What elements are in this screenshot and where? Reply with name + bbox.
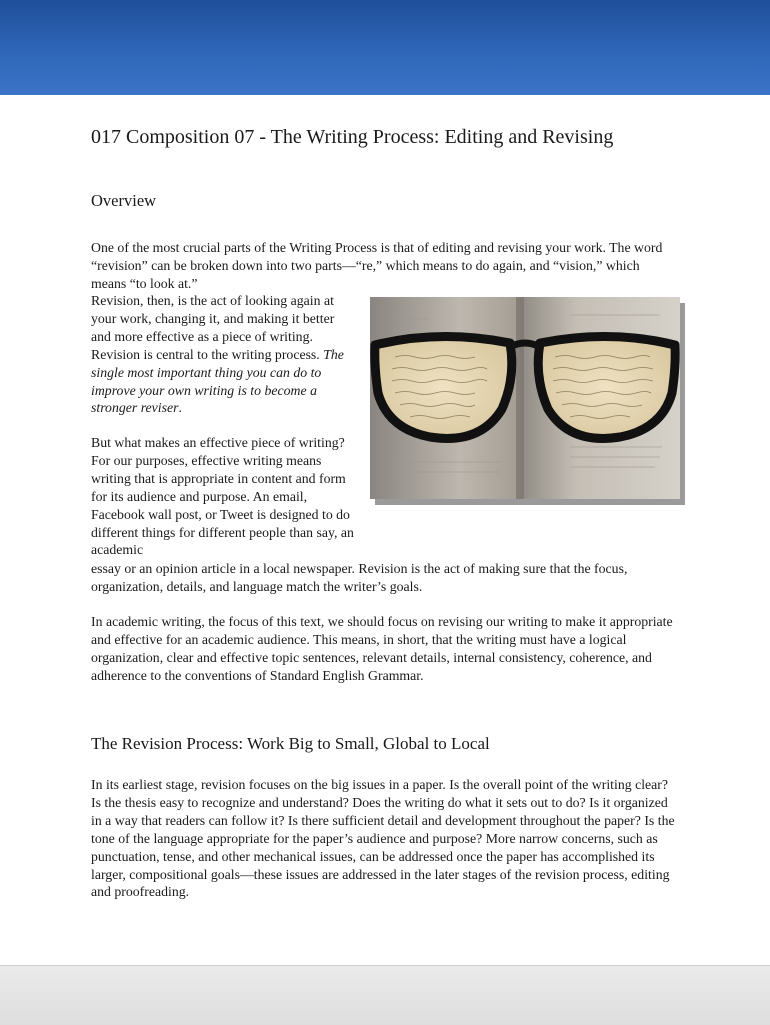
revision-paragraph <box>91 292 356 417</box>
effective-writing-paragraph: But what makes an effective piece of writing? For our purposes, effective writing means writing that is appropriate in content and form for its audience and purpose. An email, Facebook wall post, or Tweet is designed to do different things for different people than say, an academic <box>91 435 354 558</box>
glasses-on-book-photo <box>370 297 680 499</box>
effective-writing-paragraph-continued: essay or an opinion article in a local newspaper. Revision is the act of making sure that the focus, organization, details, and language match the writer’s goals. <box>91 561 628 594</box>
revision-process-heading: The Revision Process: Work Big to Small, Global to Local <box>91 734 490 753</box>
overview-heading: Overview <box>91 191 157 210</box>
revision-paragraph-emphasis: The single most important thing you can do to improve your own writing is to become a stronger reviser <box>91 346 344 416</box>
revision-paragraph-text: Revision, then, is the act of looking again at your work, changing it, and making it better and more effective as a piece of writing. Revision is central to the writing process. <box>91 293 335 362</box>
revision-process-paragraph: In its earliest stage, revision focuses on the big issues in a paper. Is the overall point of the writing clear? Is the thesis easy to recognize and understand? Does the writing do what it sets out to do? Is it organized in a way that readers can follow it? Is there sufficient detail and development throughout the paper? Is the tone of the language appropriate for the paper’s audience and purpose? More narrow concerns, such as punctuation, tense, and other mechanical issues, can be addressed once the paper has accomplished its larger, compositional goals—these issues are addressed in the later stages of the revision process, editing and proofreading. <box>91 777 675 900</box>
glasses-on-book-icon <box>370 297 680 499</box>
page-title: 017 Composition 07 - The Writing Process: Editing and Revising <box>91 126 614 148</box>
revision-paragraph-end: . <box>178 400 182 416</box>
intro-paragraph: One of the most crucial parts of the Writing Process is that of editing and revising your work. The word “revision” can be broken down into two parts—“re,” which means to do again, and “vision,” which means “to look at.” <box>91 240 663 291</box>
academic-writing-paragraph: In academic writing, the focus of this text, we should focus on revising our writing to make it appropriate and effective for an academic audience. This means, in short, that the writing must have a logical organization, clear and effective topic sentences, relevant details, internal consistency, coherence, and adherence to the conventions of Standard English Grammar. <box>91 614 673 683</box>
header-banner <box>0 0 770 95</box>
footer-band <box>0 965 770 1025</box>
